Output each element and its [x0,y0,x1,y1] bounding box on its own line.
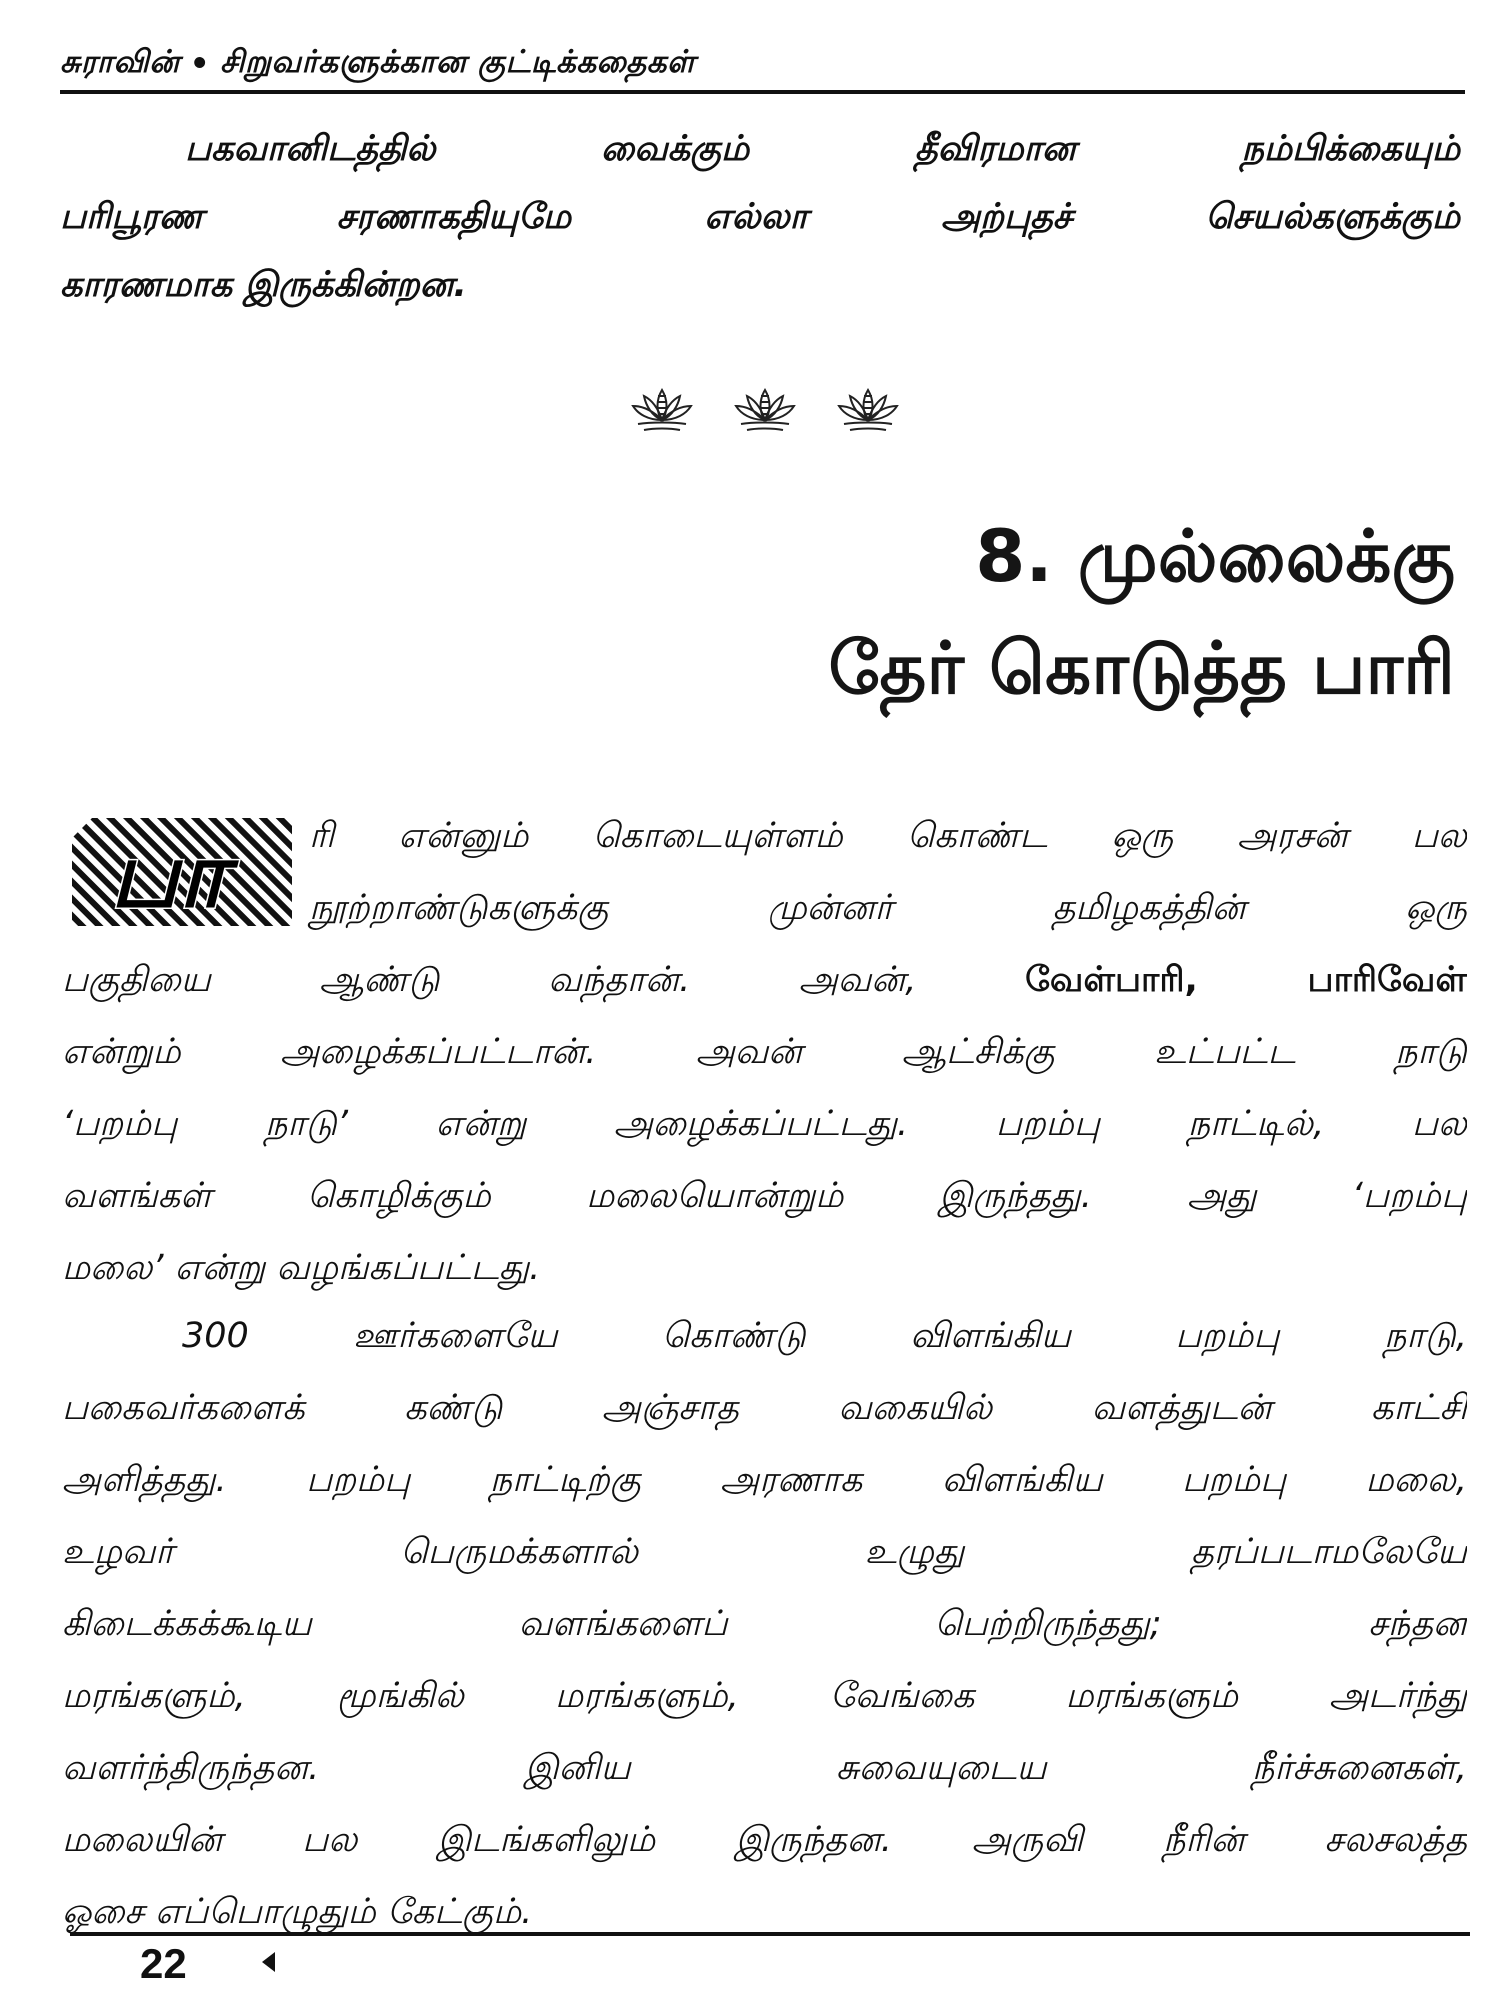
story-line [62,944,1467,1016]
drop-cap-letter: பா [110,821,227,926]
header-book-name: சுராவின் [60,44,180,80]
story-line: ‘பறம்பு நாடு’ என்று அழைக்கப்பட்டது. பறம்பு நாட்டில், பல [62,1104,1467,1144]
story-line: நூற்றாண்டுகளுக்கு முன்னர் தமிழகத்தின் ஒரு [309,888,1467,928]
page-number: 22 [140,1940,187,1987]
header-series-name: சிறுவர்களுக்கான குட்டிக்கதைகள் [220,44,696,80]
story-line: என்றும் அழைக்கப்பட்டான். அவன் ஆட்சிக்கு உட்பட்ட நாடு [62,1032,1467,1072]
story-line: உழவர் பெருமக்களால் உழுது தரப்படாமலேயே [62,1532,1467,1572]
lotus-icon [733,382,797,438]
story-line: அளித்தது. பறம்பு நாட்டிற்கு அரணாக விளங்கிய பறம்பு மலை, [62,1460,1467,1500]
triangle-left-icon [262,1952,275,1972]
chapter-title-line-2: தேர் கொடுத்த பாரி [828,626,1455,710]
story-text: பகுதியை ஆண்டு வந்தான். அவன், [62,960,917,1000]
intro-line-1: பகவானிடத்தில் வைக்கும் தீவிரமான நம்பிக்கையும் [185,129,1460,169]
story-line: 300 ஊர்களையே கொண்டு விளங்கிய பறம்பு நாடு, [182,1316,1467,1356]
intro-line-2: பரிபூரண சரணாகதியுமே எல்லா அற்புதச் செயல்களுக்கும் [60,197,1460,237]
story-paragraph-1 [62,800,1467,1304]
lotus-icon [836,382,900,438]
story-line: கிடைக்கக்கூடிய வளங்களைப் பெற்றிருந்தது; சந்தன [62,1604,1467,1644]
story-line: ரி என்னும் கொடையுள்ளம் கொண்ட ஒரு அரசன் பல [309,816,1467,856]
chapter-title-line-1: 8. முல்லைக்கு [975,514,1455,598]
story-emphasis: வேள்பாரி, பாரிவேள் [1025,960,1467,1000]
story-line: ஓசை எப்பொழுதும் கேட்கும். [62,1892,533,1932]
story-line: மரங்களும், மூங்கில் மரங்களும், வேங்கை மரங்களும் அடர்ந்து [62,1676,1467,1716]
story-paragraph-2 [62,1300,1467,1948]
section-ornaments [630,382,900,442]
story-line: வளர்ந்திருந்தன. இனிய சுவையுடைய நீர்ச்சுனைகள், [62,1748,1467,1788]
story-line: மலையின் பல இடங்களிலும் இருந்தன. அருவி நீரின் சலசலத்த [62,1820,1467,1860]
intro-paragraph [60,115,1460,319]
story-line: வளங்கள் கொழிக்கும் மலையொன்றும் இருந்தது. அது ‘பறம்பு [62,1176,1467,1216]
chapter-title [455,500,1455,724]
footer-divider [70,1932,1470,1936]
lotus-icon [630,382,694,438]
story-line: மலை’ என்று வழங்கப்பட்டது. [62,1248,541,1288]
story-line: பகைவர்களைக் கண்டு அஞ்சாத வகையில் வளத்துடன் காட்சி [62,1388,1467,1428]
intro-line-3: காரணமாக இருக்கின்றன. [60,265,467,305]
running-header [60,38,1465,94]
header-separator: • [189,46,211,82]
